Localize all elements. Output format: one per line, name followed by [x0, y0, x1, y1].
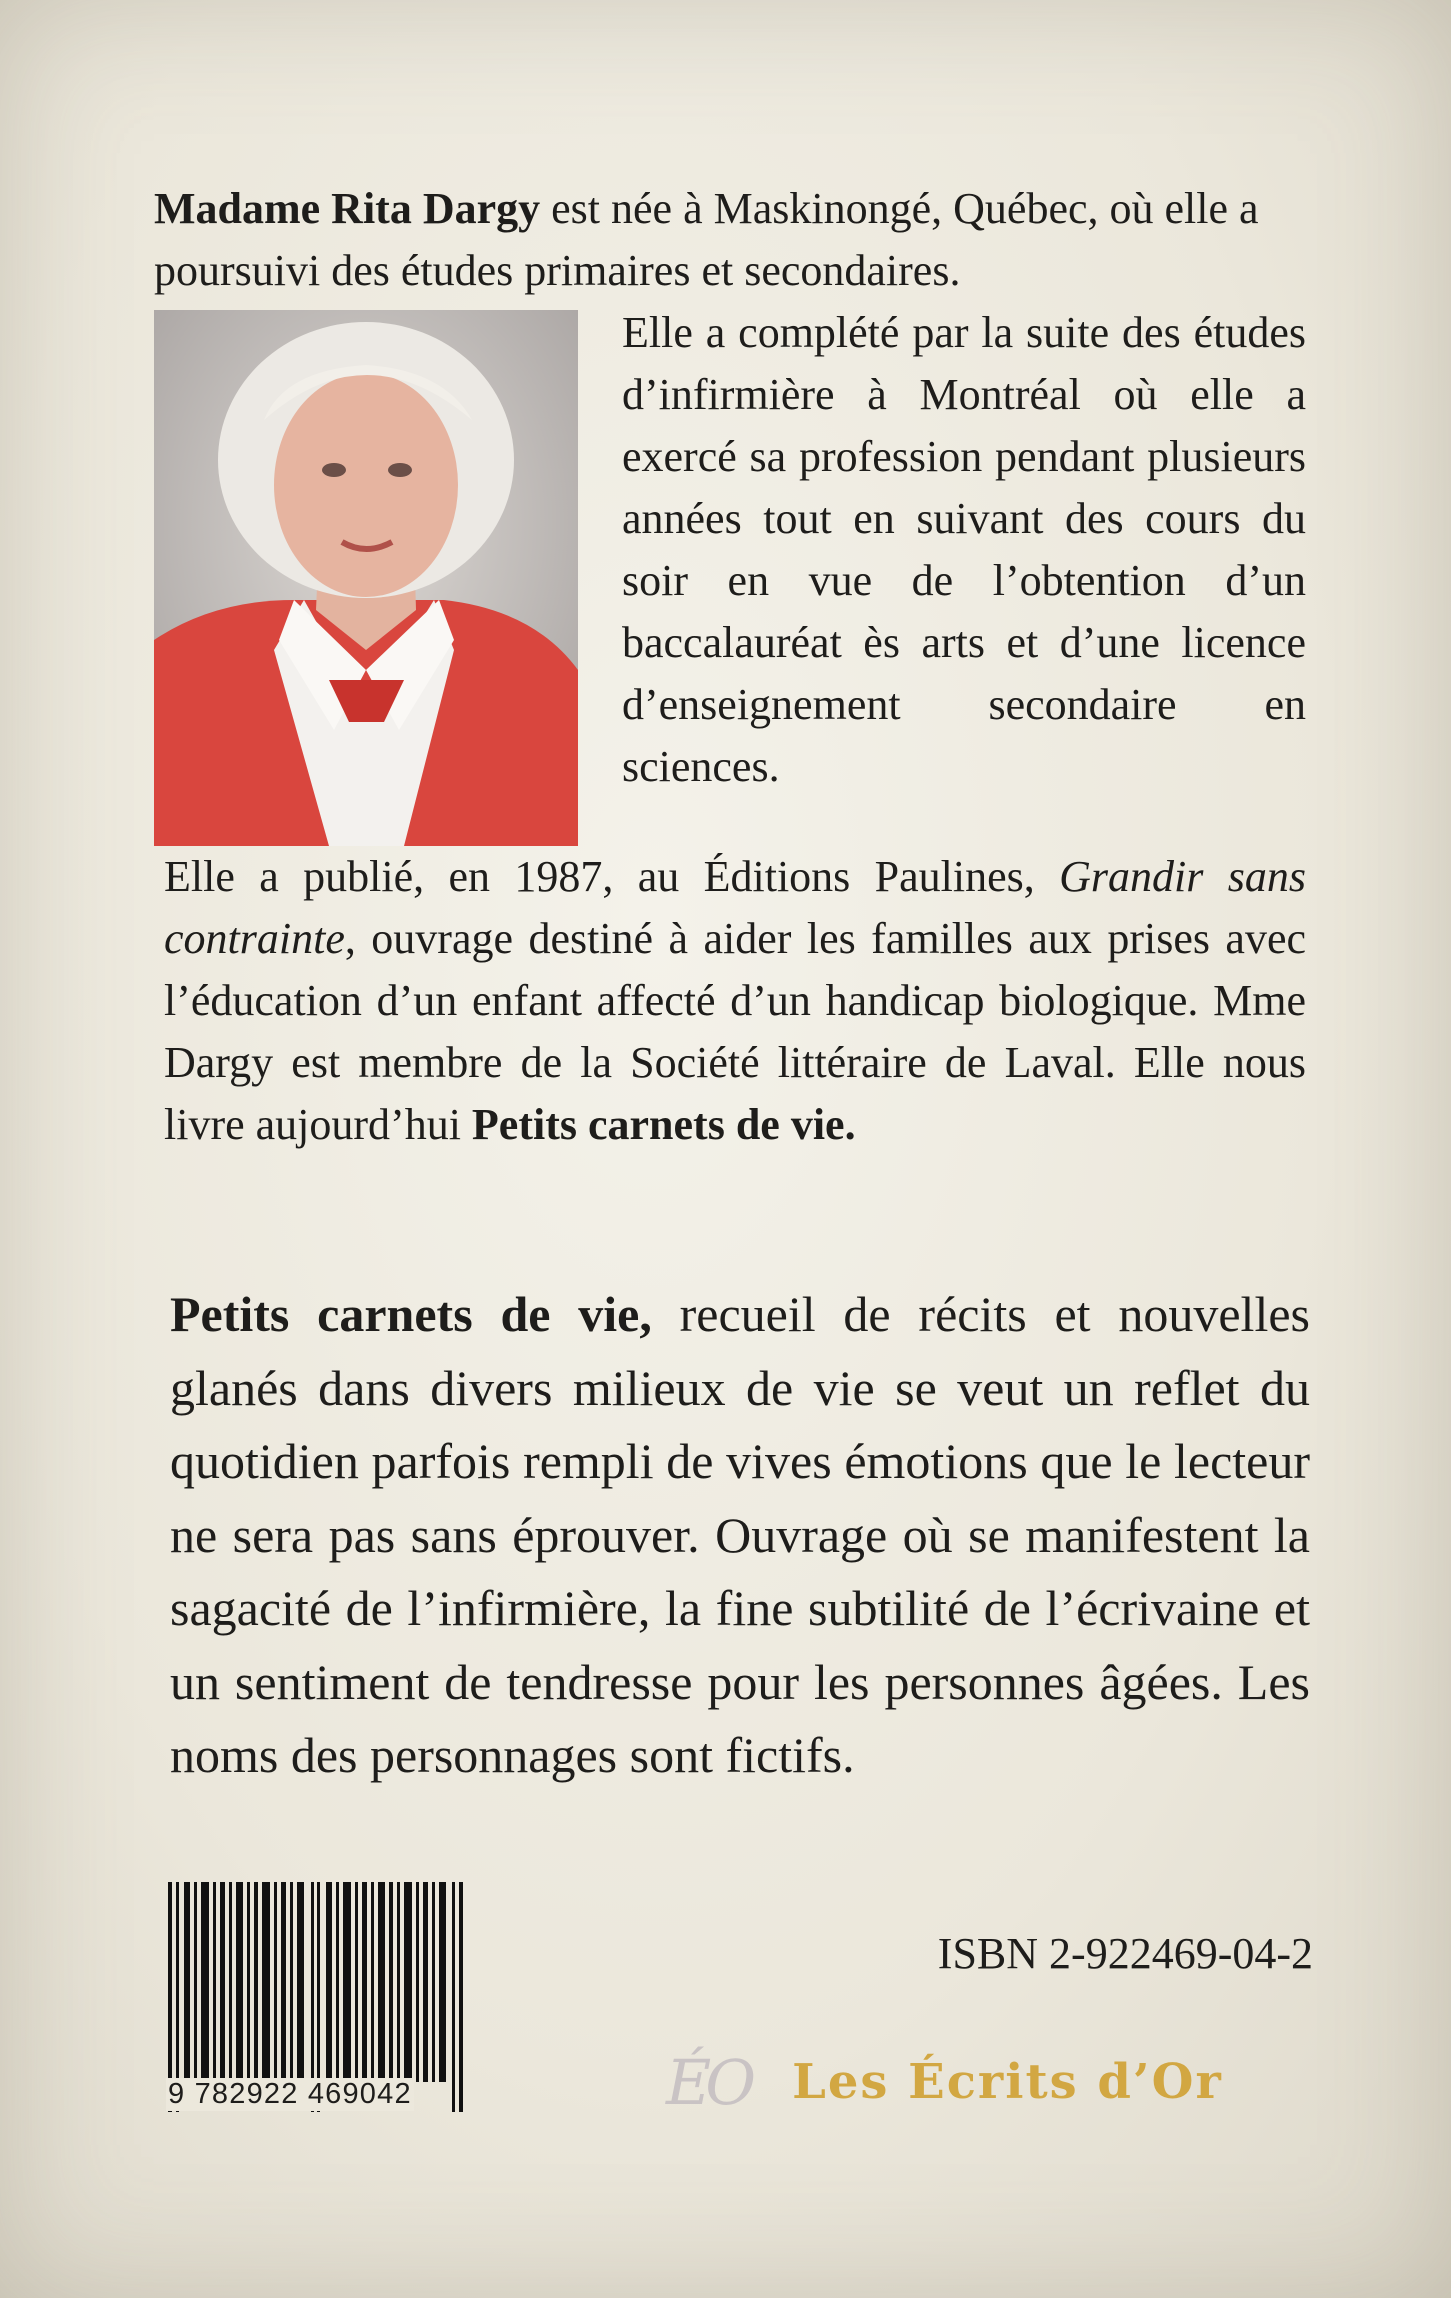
author-photo: [154, 310, 578, 846]
author-bio: [154, 178, 1306, 1156]
previous-book-title: Grandir sans contrainte: [164, 852, 1306, 963]
bio-paragraph-3-mid: , ouvrage destiné à aider les familles aux prises avec l’éducation d’un enfant affecté d’un handicap biologique. Mme Dargy est membre de la Société littéraire de Laval. Elle nous livre aujourd’hui: [164, 914, 1306, 1149]
bio-paragraph-3-start: Elle a publié, en 1987, au Éditions Paulines,: [164, 852, 1060, 901]
publisher-logo-icon: ÉO: [666, 2045, 751, 2119]
isbn-number: ISBN 2-922469-04-2: [937, 1929, 1313, 1978]
author-portrait-image: [154, 310, 578, 846]
bio-paragraph-2: Elle a complété par la suite des études d’infirmière à Montréal où elle a exercé sa profession pendant plusieurs années tout en suivant des cours du soir en vue de l’obtention d’un baccalauréat ès arts et d’une licence d’enseignement secondaire en sciences.: [622, 308, 1306, 791]
synopsis-title: Petits carnets de vie,: [170, 1286, 652, 1342]
publisher-name: Les Écrits d’Or: [792, 2054, 1223, 2110]
synopsis-text: recueil de récits et nouvelles glanés dans divers milieux de vie se veut un reflet du quotidien parfois rempli de vives émotions que le lecteur ne sera pas sans éprouver. Ouvrage où se manifestent la sagacité de l’infirmière, la fine subtilité de l’écrivaine et un sentiment de tendresse pour les personnes âgées. Les noms des personnages sont fictifs.: [170, 1286, 1310, 1783]
bio-paragraph-3: [164, 846, 1306, 1156]
bio-intro-text: est née à Maskinongé, Québec, où elle a poursuivi des études primaires et secondaires.: [154, 184, 1259, 295]
book-synopsis: [170, 1278, 1310, 1793]
publisher-mark: [666, 2046, 1326, 2118]
bio-intro: [154, 178, 1306, 302]
book-title-inline: Petits carnets de vie.: [471, 1100, 856, 1149]
barcode-digits: 9 782922 469042: [168, 2078, 412, 2110]
author-name: Madame Rita Dargy: [154, 184, 541, 233]
